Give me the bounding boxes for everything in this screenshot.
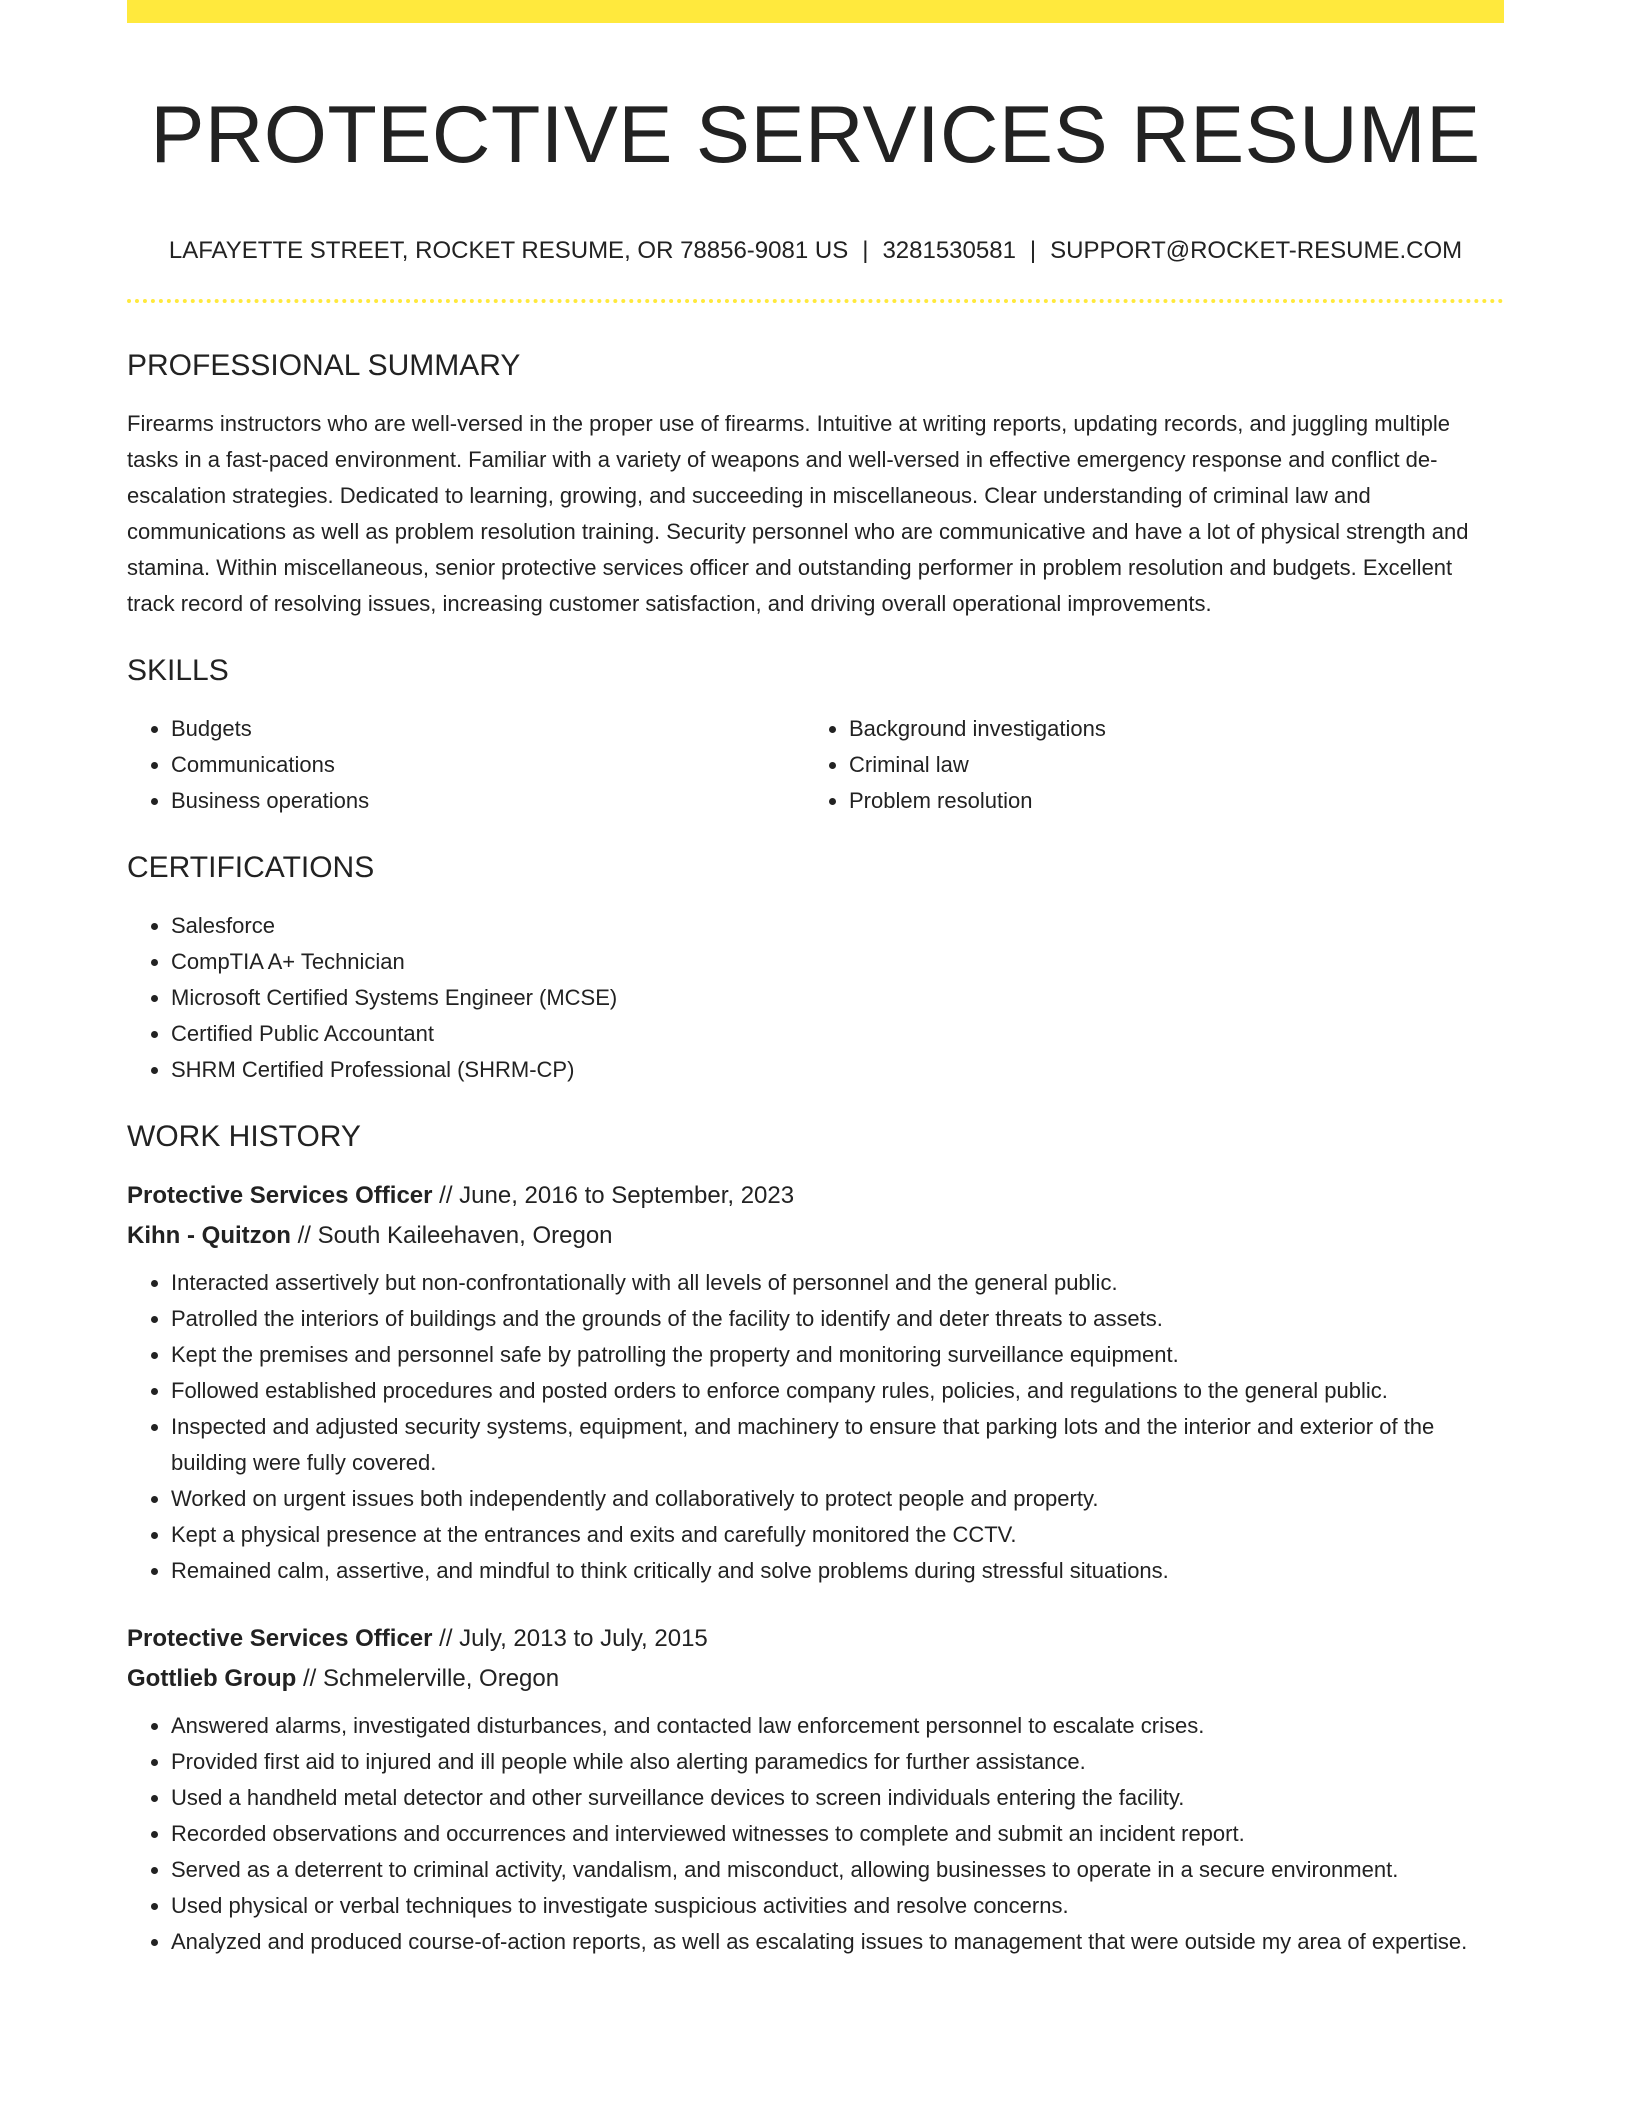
resume-title: PROTECTIVE SERVICES RESUME <box>150 90 1481 180</box>
certification-item: • SHRM Certified Professional (SHRM-CP) <box>171 1052 1504 1088</box>
skill-item: • Business operations <box>171 783 805 819</box>
job-duty: • Served as a deterrent to criminal activity, vandalism, and misconduct, allowing businesses to operate in a secure environment. <box>171 1852 1504 1888</box>
job-duty: • Kept the premises and personnel safe by patrolling the property and monitoring surveillance equipment. <box>171 1337 1504 1373</box>
resume-page <box>127 0 1504 1960</box>
job-duty: • Patrolled the interiors of buildings and the grounds of the facility to identify and deter threats to assets. <box>171 1301 1504 1337</box>
job-company-line <box>127 1659 1504 1699</box>
job-company: Kihn - Quitzon <box>127 1222 291 1249</box>
job-duty: • Recorded observations and occurrences and interviewed witnesses to complete and submit an incident report. <box>171 1816 1504 1852</box>
job-duty: • Followed established procedures and posted orders to enforce company rules, policies, and regulations to the general public. <box>171 1373 1504 1409</box>
work-history-heading: WORK HISTORY <box>127 1120 361 1153</box>
job-location: // Schmelerville, Oregon <box>296 1665 560 1692</box>
skill-item: • Criminal law <box>849 747 1483 783</box>
job-duty: • Analyzed and produced course-of-action reports, as well as escalating issues to management that were outside my area of expertise. <box>171 1924 1504 1960</box>
job-duty: • Kept a physical presence at the entrances and exits and carefully monitored the CCTV. <box>171 1517 1504 1553</box>
contact-email: SUPPORT@ROCKET-RESUME.COM <box>1050 237 1463 264</box>
contact-separator: | <box>1029 237 1037 264</box>
job-duties <box>127 1265 1504 1589</box>
skills-list <box>127 711 1504 819</box>
job-role: Protective Services Officer <box>127 1182 433 1209</box>
skill-item: • Budgets <box>171 711 805 747</box>
job-entry <box>127 1176 1504 1589</box>
skills-column-left <box>127 711 805 819</box>
job-duty: • Worked on urgent issues both independently and collaboratively to protect people and property. <box>171 1481 1504 1517</box>
summary-heading: PROFESSIONAL SUMMARY <box>127 349 521 382</box>
skills-heading: SKILLS <box>127 654 229 687</box>
certifications-list <box>127 908 1504 1088</box>
certification-item: • Certified Public Accountant <box>171 1016 1504 1052</box>
contact-line <box>127 235 1504 267</box>
job-duty: • Remained calm, assertive, and mindful to think critically and solve problems during stressful situations. <box>171 1553 1504 1589</box>
skill-item: • Communications <box>171 747 805 783</box>
job-location: // South Kaileehaven, Oregon <box>290 1222 613 1249</box>
job-company-line <box>127 1216 1504 1256</box>
job-duty: • Used a handheld metal detector and other surveillance devices to screen individuals entering the facility. <box>171 1780 1504 1816</box>
skill-item: • Problem resolution <box>849 783 1483 819</box>
job-duty: • Inspected and adjusted security systems, equipment, and machinery to ensure that parking lots and the interior and exterior of the building were fully covered. <box>171 1409 1504 1481</box>
certification-item: • Salesforce <box>171 908 1504 944</box>
accent-bar <box>127 0 1504 23</box>
certification-item: • CompTIA A+ Technician <box>171 944 1504 980</box>
job-title-line <box>127 1176 1504 1216</box>
contact-phone: 3281530581 <box>882 237 1016 264</box>
certifications-heading: CERTIFICATIONS <box>127 851 375 884</box>
skills-column-right <box>805 711 1483 819</box>
contact-separator: | <box>862 237 869 264</box>
job-duty: • Answered alarms, investigated disturbances, and contacted law enforcement personnel to escalate crises. <box>171 1708 1504 1744</box>
job-company: Gottlieb Group <box>127 1665 297 1692</box>
summary-text: Firearms instructors who are well-versed in the proper use of firearms. Intuitive at writing reports, updating records, and juggling multiple tasks in a fast-paced environment. Familiar with a variety of weapons and well-versed in effective emergency response and conflict de-escalation strategies. Dedicated to learning, growing, and succeeding in miscellaneous. Clear understanding of criminal law and communications as well as problem resolution training. Security personnel who are communicative and have a lot of physical strength and stamina. Within miscellaneous, senior protective services officer and outstanding performer in problem resolution and budgets. Excellent track record of resolving issues, increasing customer satisfaction, and driving overall operational improvements. <box>127 411 1469 616</box>
job-role: Protective Services Officer <box>127 1625 433 1652</box>
header-divider <box>127 299 1504 303</box>
job-dates: // June, 2016 to September, 2023 <box>432 1182 795 1209</box>
job-dates: // July, 2013 to July, 2015 <box>432 1625 708 1652</box>
job-duty: • Provided first aid to injured and ill people while also alerting paramedics for further assistance. <box>171 1744 1504 1780</box>
certification-item: • Microsoft Certified Systems Engineer (MCSE) <box>171 980 1504 1016</box>
job-duty: • Interacted assertively but non-confrontationally with all levels of personnel and the general public. <box>171 1265 1504 1301</box>
job-entry <box>127 1619 1504 1960</box>
contact-address: LAFAYETTE STREET, ROCKET RESUME, OR 78856-9081 US <box>168 237 849 264</box>
job-duties <box>127 1708 1504 1960</box>
job-duty: • Used physical or verbal techniques to investigate suspicious activities and resolve concerns. <box>171 1888 1504 1924</box>
skill-item: • Background investigations <box>849 711 1483 747</box>
job-title-line <box>127 1619 1504 1659</box>
